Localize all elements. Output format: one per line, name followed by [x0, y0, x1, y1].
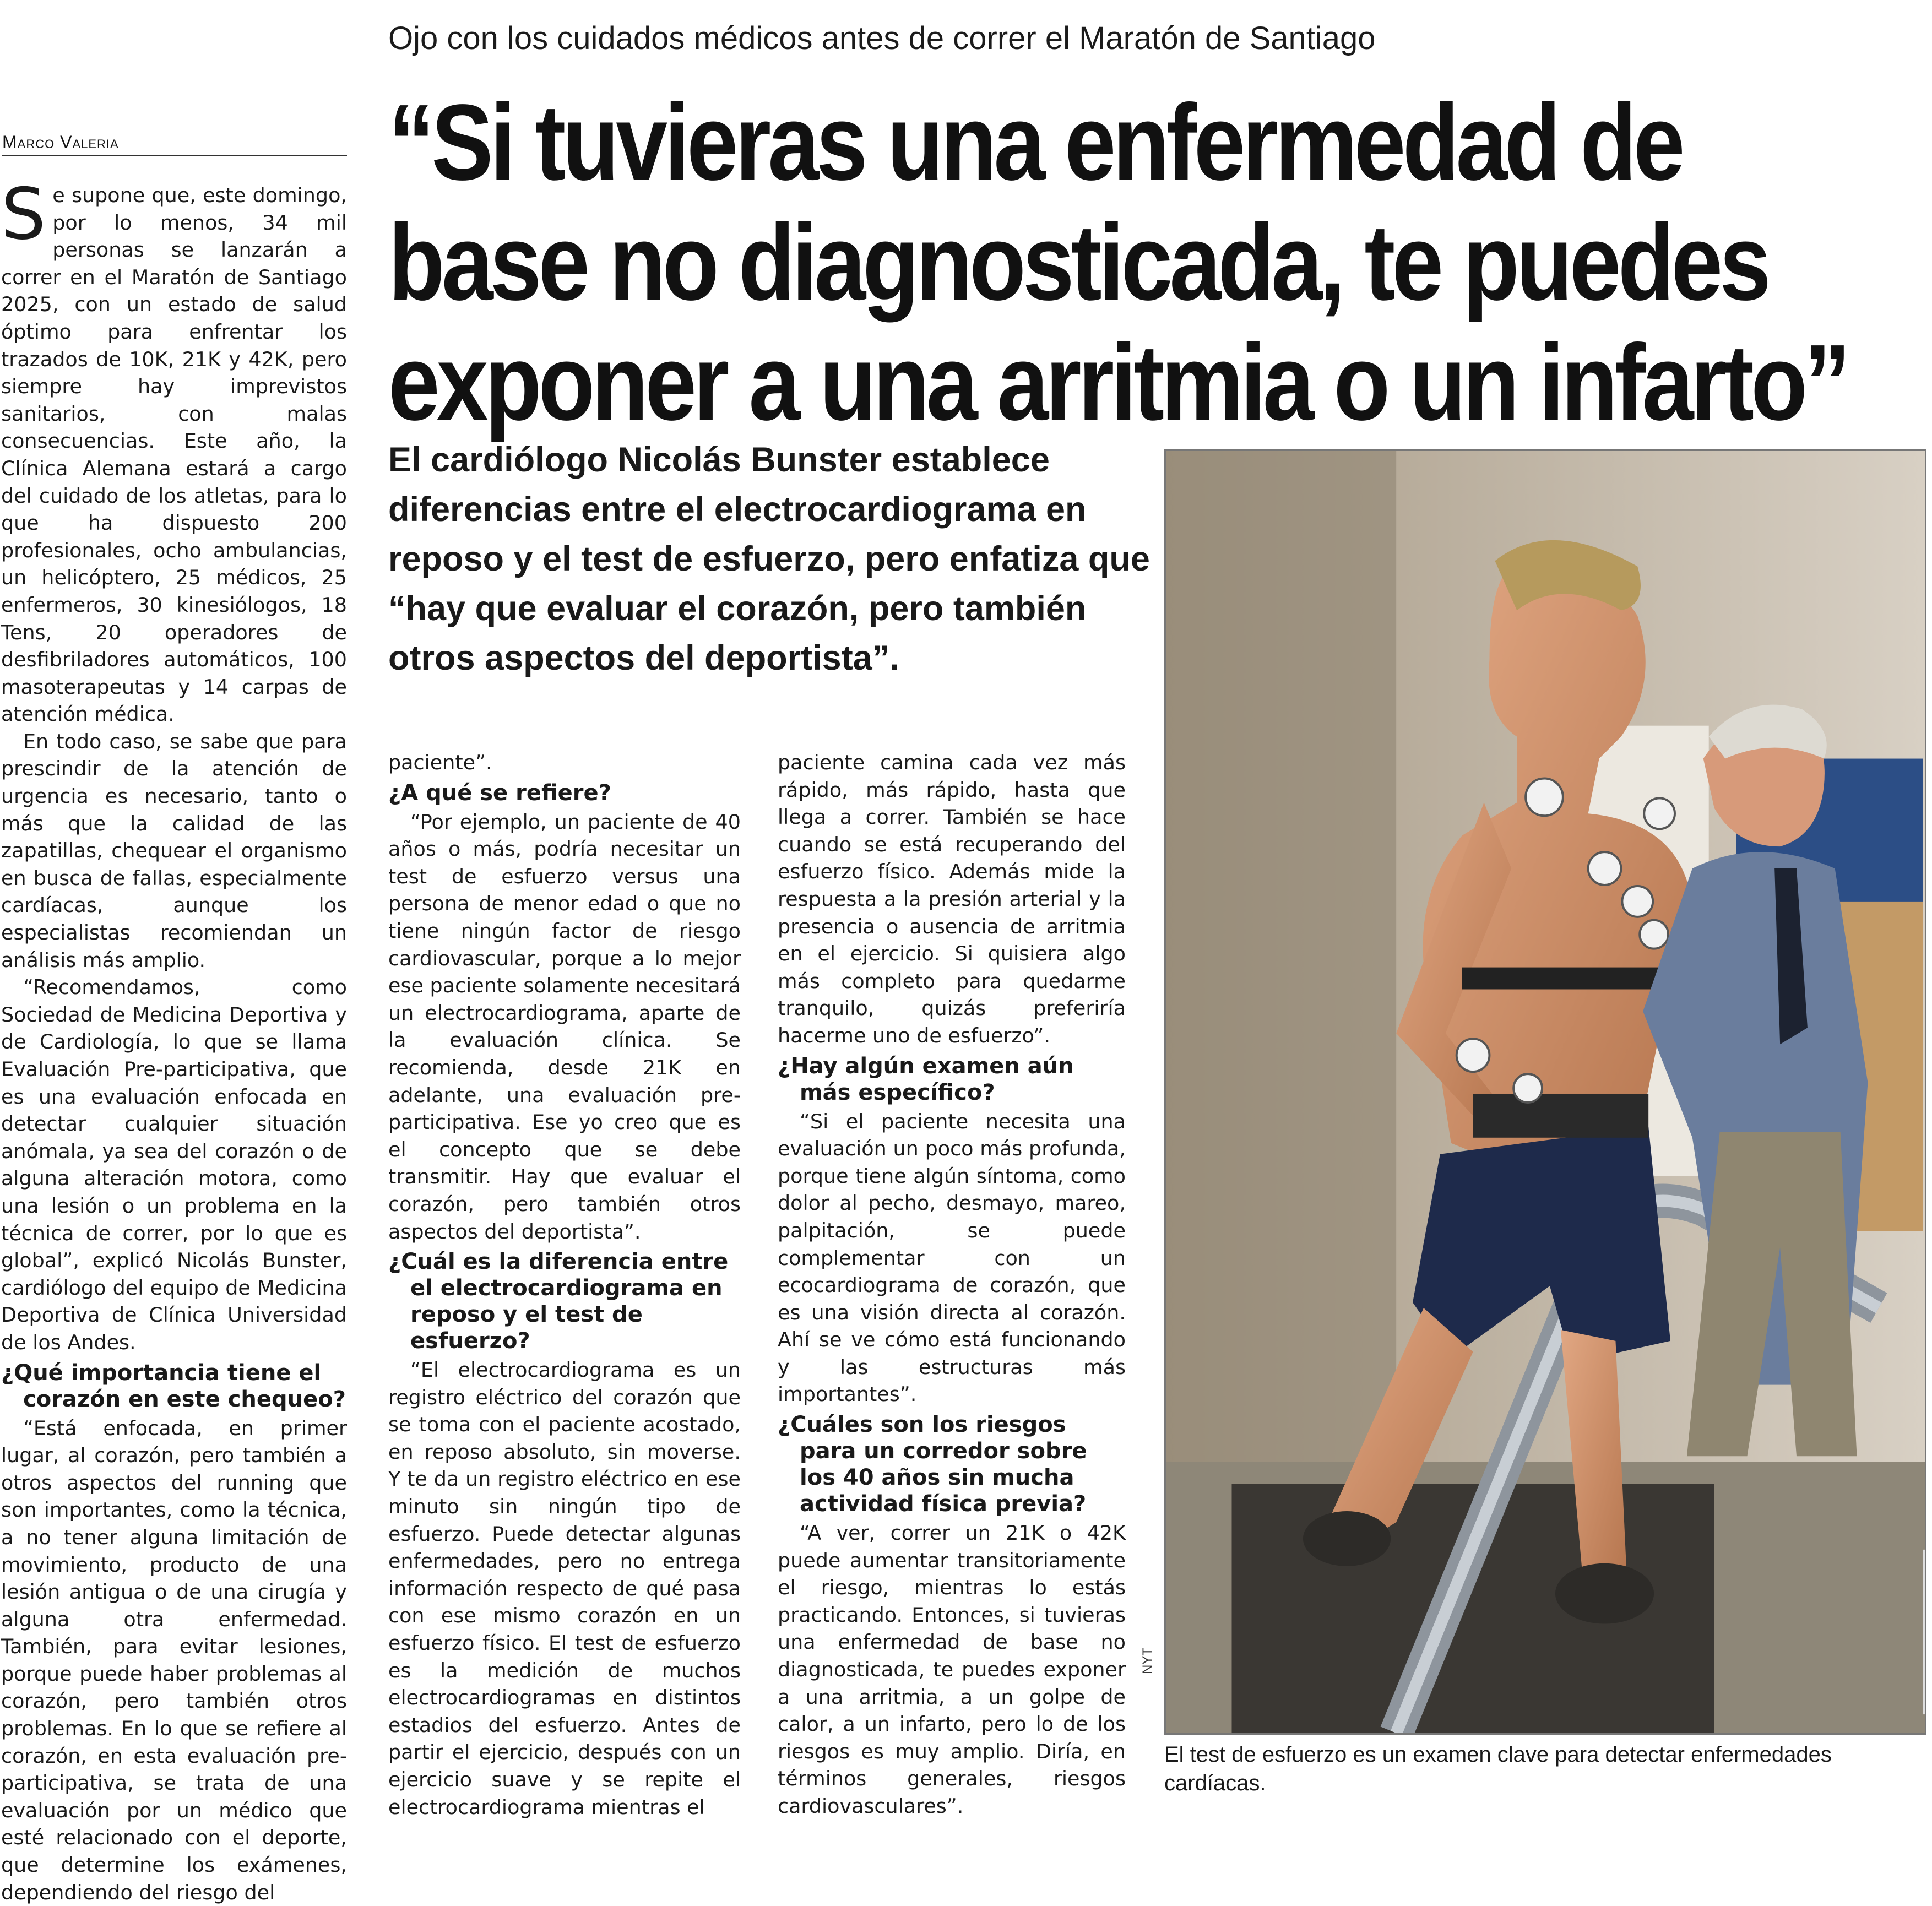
body-paragraph: Se supone que, este domingo, por lo menos, 34 mil personas se lanzarán a correr en el Maratón de Santiago 2025, con un estado de salud óptimo para enfrentar los trazados de 10K, 21K y 42K, pero siempre hay imprevistos sanitarios, con malas consecuencias. Este año, la Clínica Alemana estará a cargo del cuidado de los atletas, para lo que ha dispuesto 200 profesionales, ocho ambulancias, un helicóptero, 25 médicos, 25 enfermeros, 30 kinesiólogos, 18 Tens, 20 operadores de desfibriladores automáticos, 100 masoterapeutas y 14 carpas de atención médica. [1, 173, 347, 726]
interview-question: ¿Qué importancia tiene el corazón en este chequeo? [1, 1360, 346, 1412]
interview-answer: “Si el paciente necesita una evaluación un poco más profunda, porque tiene algún síntoma, como dolor al pecho, desmayo, mareo, palpitación, se puede complementar con un ecocardiograma de corazón, que es una visión directa al corazón. Ahí se ve cómo está funcionando y las estructuras más importantes”. [778, 1109, 1126, 1407]
column-1 [1, 173, 347, 1906]
interview-answer: “A ver, correr un 21K o 42K puede aumentar transitoriamente el riesgo, mientras lo estás practicando. Entonces, si tuvieras una enfermedad de base no diagnosticada, te puedes exponer a una arritmia, a un golpe de calor, a un infarto, pero lo de los riesgos es muy amplio. Diría, en términos generales, riesgos cardiovasculares”. [778, 1521, 1126, 1818]
interview-answer: “Por ejemplo, un paciente de 40 años o más, podría necesitar un test de esfuerzo versus una persona de menor edad o que no tiene ningún factor de riesgo cardiovascular, porque a lo mejor ese paciente solamente necesitará un electrocardiograma, aparte de la evaluación clínica. Se recomienda, desde 21K en adelante, una evaluación pre-participativa. Ese yo creo que es el concepto que se debe transmitir. Hay que evaluar el corazón, pero también otros aspectos del deportista”. [388, 810, 741, 1243]
interview-question: ¿Cuáles son los riesgos para un corredor sobre los 40 años sin mucha actividad física previa? [778, 1412, 1087, 1517]
kicker: Ojo con los cuidados médicos antes de correr el Maratón de Santiago [388, 20, 1376, 56]
body-paragraph: paciente camina cada vez más rápido, más rápido, hasta que llega a correr. También se hace cuando se está recuperando del esfuerzo físico. Además mide la respuesta a la presión arterial y la presencia o ausencia de arritmia en el ejercicio. Si quisiera algo más completo para quedarme tranquilo, quizás preferiría hacerme uno de esfuerzo”. [778, 751, 1126, 1047]
interview-question: ¿Hay algún examen aún más específico? [778, 1053, 1074, 1105]
dropcap: S [1, 173, 46, 256]
column-2 [388, 749, 741, 1821]
body-paragraph: paciente”. [388, 751, 492, 774]
treadmill-photo [1164, 449, 1926, 1735]
headline [388, 83, 1918, 443]
interview-question: ¿Cuál es la diferencia entre el electrocardiograma en reposo y el test de esfuerzo? [388, 1249, 729, 1354]
interview-question: ¿A qué se refiere? [388, 780, 611, 806]
body-paragraph: En todo caso, se sabe que para prescindir de la atención de urgencia es necesario, tanto o más que la calidad de las zapatillas, chequear el organismo en busca de fallas, especialmente cardíacas, aunque los especialistas recomiendan un análisis más amplio. [1, 729, 347, 972]
headline-line-3: exponer a una arritmia o un infarto” [388, 322, 1848, 443]
column-3 [778, 749, 1126, 1820]
photo-caption: El test de esfuerzo es un examen clave para detectar enfermedades cardíacas. [1164, 1742, 1832, 1795]
deck: El cardiólogo Nicolás Bunster establece diferencias entre el electrocardiograma en reposo y el test de esfuerzo, pero enfatiza que “hay que evaluar el corazón, pero también otros aspectos del deportista”. [388, 441, 1150, 677]
headline-line-2: base no diagnosticada, te puedes [388, 202, 1768, 323]
photo-illustration [1166, 451, 1925, 1733]
interview-answer: “Está enfocada, en primer lugar, al corazón, pero también a otros aspectos del running que son importantes, como la técnica, a no tener alguna limitación de movimiento, producto de una lesión antigua o de una cirugía y alguna otra enfermedad. También, para evitar lesiones, porque puede haber problemas al corazón, pero también otros problemas. En lo que se refiere al corazón, en esta evaluación pre-participativa, se trata de una evaluación por un médico que esté relacionado con el deporte, que determine los exámenes, dependiendo del riesgo del [1, 1416, 347, 1904]
byline: Marco Valeria [2, 132, 347, 156]
photo-credit: NYT [1140, 1648, 1155, 1674]
body-paragraph: “Recomendamos, como Sociedad de Medicina Deportiva y de Cardiología, lo que se llama Evaluación Pre-participativa, que es una evaluación enfocada en detectar cualquier situación anómala, ya sea del corazón o de alguna alteración motora, como una lesión o un problema en la técnica de correr, por lo que es global”, explicó Nicolás Bunster, cardiólogo del equipo de Medicina Deportiva de Clínica Universidad de los Andes. [1, 975, 347, 1354]
headline-line-1: “Si tuvieras una enfermedad de [388, 82, 1682, 203]
interview-answer: “El electrocardiograma es un registro eléctrico del corazón que se toma con el paciente acostado, en reposo absoluto, sin moverse. Y te da un registro eléctrico en ese minuto sin ningún tipo de esfuerzo. Puede detectar algunas enfermedades, pero no entrega información respecto de qué pasa con ese mismo corazón en un esfuerzo físico. El test de esfuerzo es la medición de muchos electrocardiogramas en distintos estadios del esfuerzo. Antes de partir el ejercicio, después con un ejercicio suave y se repite el electrocardiograma mientras el [388, 1358, 741, 1819]
